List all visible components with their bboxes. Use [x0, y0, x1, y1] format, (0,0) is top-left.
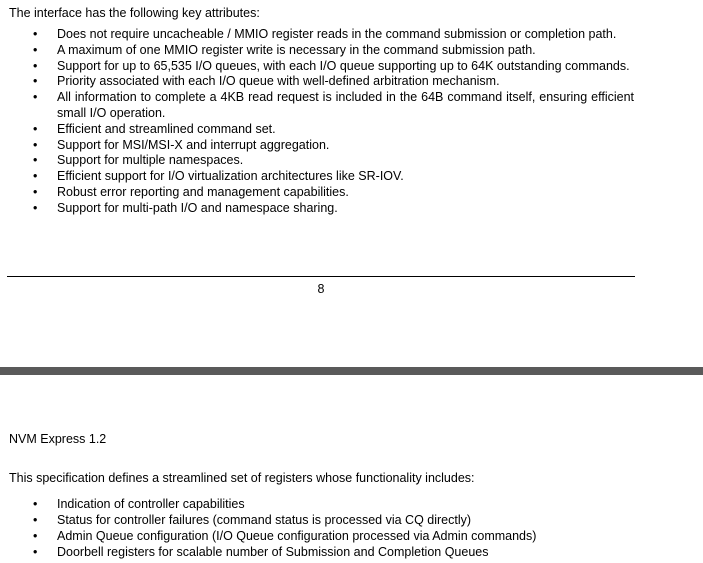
bullet-icon: • [33, 121, 38, 136]
page-header: NVM Express 1.2 [9, 432, 107, 446]
list-item [0, 544, 700, 560]
bullet-icon: • [33, 90, 38, 105]
bullet-icon: • [33, 58, 38, 73]
bullet-icon: • [33, 169, 38, 184]
list-item-text: A maximum of one MMIO register write is necessary in the command submission path. [57, 42, 536, 57]
bullet-icon: • [33, 529, 38, 543]
bullet-icon: • [33, 153, 38, 168]
bullet-icon: • [33, 184, 38, 199]
list-item-text: Support for MSI/MSI-X and interrupt aggregation. [57, 137, 330, 152]
bullet-icon: • [33, 27, 38, 41]
list-item-text: Priority associated with each I/O queue with well-defined arbitration mechanism. [57, 74, 500, 89]
attribute-list [0, 27, 634, 217]
body-paragraph: This specification defines a streamlined set of registers whose functionality includes: [9, 471, 475, 485]
list-item [0, 74, 634, 90]
list-item [0, 122, 634, 138]
list-item [0, 201, 634, 217]
list-item-text: Admin Queue configuration (I/O Queue configuration processed via Admin commands) [57, 529, 537, 543]
list-item-text: Indication of controller capabilities [57, 497, 245, 511]
list-item [0, 138, 634, 154]
list-item-text: Support for multi-path I/O and namespace sharing. [57, 200, 338, 215]
list-item-text: Support for up to 65,535 I/O queues, with each I/O queue supporting up to 64K outstanding commands. [57, 58, 630, 73]
list-item [0, 43, 634, 59]
page-break-bar [0, 367, 703, 375]
register-function-list [0, 496, 700, 560]
bullet-icon: • [33, 497, 38, 511]
page-number: 8 [317, 282, 325, 296]
list-item [0, 90, 634, 122]
list-item [0, 169, 634, 185]
list-item-text: Efficient and streamlined command set. [57, 121, 276, 136]
list-item-text: Support for multiple namespaces. [57, 153, 244, 168]
bullet-icon: • [33, 200, 38, 215]
list-item-text: Does not require uncacheable / MMIO register reads in the command submission or completion path. [57, 27, 617, 41]
footer-divider [7, 276, 635, 277]
list-item-text: Doorbell registers for scalable number of Submission and Completion Queues [57, 545, 489, 559]
intro-text: The interface has the following key attributes: [9, 6, 260, 20]
list-item [0, 512, 700, 528]
bullet-icon: • [33, 137, 38, 152]
list-item-text: Robust error reporting and management capabilities. [57, 184, 349, 199]
list-item [0, 496, 700, 512]
list-item-text: All information to complete a 4KB read request is included in the 64B command itself, ensuring efficient small I/O operation. [57, 90, 634, 120]
bullet-icon: • [33, 545, 38, 559]
list-item-text: Status for controller failures (command status is processed via CQ directly) [57, 513, 472, 527]
list-item [0, 27, 634, 43]
list-item [0, 528, 700, 544]
bullet-icon: • [33, 74, 38, 89]
list-item [0, 185, 634, 201]
bullet-icon: • [33, 42, 38, 57]
list-item-text: Efficient support for I/O virtualization architectures like SR-IOV. [57, 169, 404, 184]
list-item [0, 153, 634, 169]
bullet-icon: • [33, 513, 38, 527]
list-item [0, 59, 634, 75]
